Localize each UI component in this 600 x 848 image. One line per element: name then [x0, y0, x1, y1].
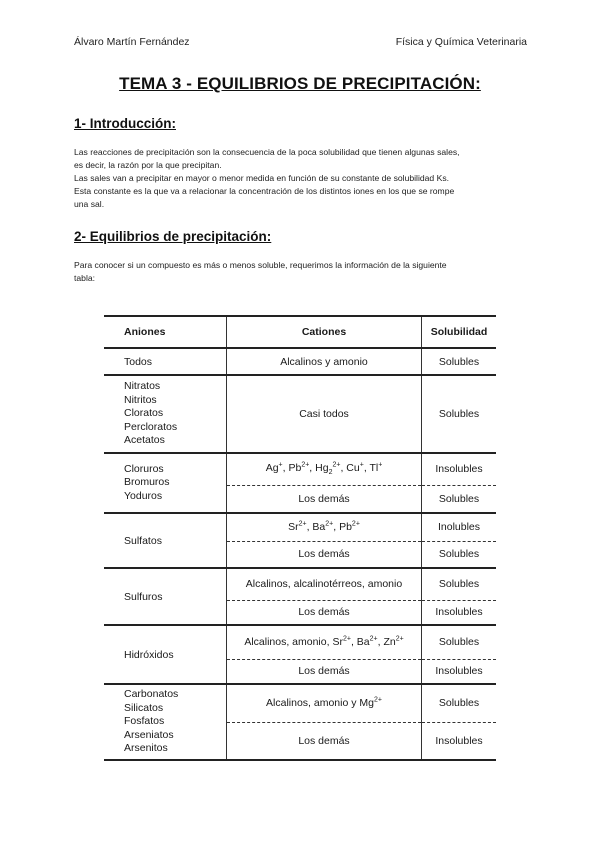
cation-cell: Los demás — [227, 485, 422, 513]
paragraph-line: Esta constante es la que va a relacionar la concentración de los distintos iones en los que se rompe — [74, 186, 455, 196]
page-title: TEMA 3 - EQUILIBRIOS DE PRECIPITACIÓN: — [119, 74, 481, 93]
solubility-cell: Inolubles — [422, 513, 497, 541]
cation-cell: Los demás — [227, 722, 422, 760]
anion-name: Bromuros — [124, 476, 170, 489]
solubility-cell: Solubles — [422, 485, 497, 513]
cation-cell: Ag+, $Pb^{2+}$, $Hg_2^{2+}$, Cu+, Tl+ — [227, 453, 422, 485]
solubility-cell: Solubles — [422, 684, 497, 722]
solubility-cell: Insolubles — [422, 722, 497, 760]
cation-cell: Casi todos — [227, 375, 422, 453]
cation-cell: Alcalinos, amonio, $Sr^{2+}$, $Ba^{2+}$, $Zn^{2+}$ — [227, 625, 422, 659]
anion-name: Yoduros — [124, 489, 163, 502]
table-row — [104, 375, 496, 453]
anion-cell — [104, 684, 227, 760]
paragraph-line: Para conocer si un compuesto es más o menos soluble, requerimos la información de la siguiente — [74, 260, 447, 270]
anion-name: Carbonatos — [124, 688, 179, 701]
cation-cell: Alcalinos y amonio — [227, 348, 422, 375]
anion-name: Arsenitos — [124, 742, 168, 755]
anion-name: Arseniatos — [124, 728, 174, 741]
paragraph-line: una sal. — [74, 199, 105, 209]
anion-name: Silicatos — [124, 701, 164, 714]
anion-name: Acetatos — [124, 434, 165, 447]
solubility-cell: Solubles — [422, 625, 497, 659]
solubility-cell: Solubles — [422, 541, 497, 568]
anion-name: Cloratos — [124, 407, 164, 420]
table-row — [104, 348, 496, 375]
section-1-paragraph — [74, 146, 534, 211]
solubility-cell: Solubles — [422, 375, 497, 453]
anion-name: Percloratos — [124, 420, 178, 433]
table-row — [104, 625, 496, 659]
paragraph-line: tabla: — [74, 273, 96, 283]
section-2-paragraph — [74, 259, 534, 285]
paragraph-line: Las sales van a precipitar en mayor o menor medida en función de su constante de solubilidad Ks. — [74, 173, 450, 183]
header-author: Álvaro Martín Fernández — [74, 36, 190, 48]
header-cations: Cationes — [227, 316, 422, 348]
section-2-heading: 2- Equilibrios de precipitación: — [74, 229, 272, 244]
cation-cell: Alcalinos, alcalinotérreos, amonio — [227, 568, 422, 600]
anion-cell: Todos — [104, 348, 227, 375]
anion-cell — [104, 375, 227, 453]
solubility-cell: Insolubles — [422, 659, 497, 684]
anion-name: Fosfatos — [124, 715, 165, 728]
solubility-cell: Insolubles — [422, 600, 497, 625]
header-anions: Aniones — [104, 316, 227, 348]
anion-cell: Sulfatos — [104, 513, 227, 568]
table-row — [104, 513, 496, 541]
anion-cell: Sulfuros — [104, 568, 227, 625]
header-solubility: Solubilidad — [422, 316, 497, 348]
cation-cell: Los demás — [227, 541, 422, 568]
anion-cell: Hidróxidos — [104, 625, 227, 684]
anion-name: Nitritos — [124, 393, 157, 406]
cation-cell: Los demás — [227, 600, 422, 625]
anion-cell — [104, 453, 227, 513]
section-1-heading: 1- Introducción: — [74, 116, 176, 131]
table-row — [104, 684, 496, 722]
table-row — [104, 568, 496, 600]
solubility-cell: Solubles — [422, 348, 497, 375]
paragraph-line: Las reacciones de precipitación son la consecuencia de la poca solubilidad que tienen algunas sales, — [74, 147, 460, 157]
solubility-cell: Solubles — [422, 568, 497, 600]
solubility-cell: Insolubles — [422, 453, 497, 485]
cation-cell: Alcalinos, amonio y $Mg^{2+}$ — [227, 684, 422, 722]
header-subject: Física y Química Veterinaria — [395, 36, 527, 48]
table-header-row — [104, 316, 496, 348]
solubility-table — [104, 315, 496, 761]
cation-cell: $Sr^{2+}$, $Ba^{2+}$, $Pb^{2+}$ — [227, 513, 422, 541]
anion-name: Nitratos — [124, 380, 161, 393]
table-row — [104, 453, 496, 485]
paragraph-line: es decir, la razón por la que precipitan. — [74, 160, 222, 170]
cation-cell: Los demás — [227, 659, 422, 684]
anion-name: Cloruros — [124, 462, 164, 475]
